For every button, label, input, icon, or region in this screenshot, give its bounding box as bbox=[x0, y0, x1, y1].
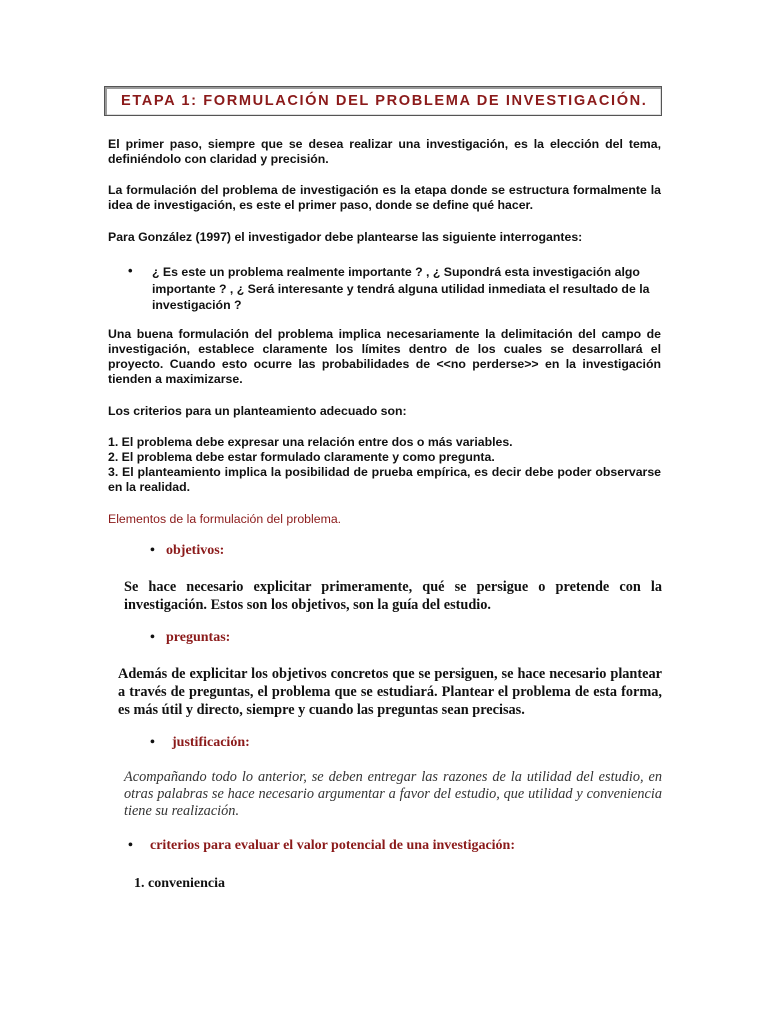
bullet-marker: • bbox=[128, 263, 133, 278]
bullet-marker: • bbox=[150, 735, 155, 750]
paragraph-objetivos: Se hace necesario explicitar primeramente, qué se persigue o pretende con la investigación. Estos son los objetivos, son la guía del estudio. bbox=[124, 579, 662, 613]
bullet-marker: • bbox=[150, 630, 155, 645]
element-heading-justificacion: justificación: bbox=[172, 735, 250, 750]
element-heading-preguntas: preguntas: bbox=[166, 630, 231, 645]
numbered-item-conveniencia: 1. conveniencia bbox=[134, 876, 225, 891]
title-box bbox=[104, 86, 662, 116]
paragraph-formulation: La formulación del problema de investigación es la etapa donde se estructura formalmente la idea de investigación, es este el primer paso, donde se define qué hacer. bbox=[108, 183, 661, 212]
bullet-marker: • bbox=[150, 543, 155, 558]
bullet-questions: ¿ Es este un problema realmente importante ? , ¿ Supondrá esta investigación algo importante ? , ¿ Será interesante y tendrá alguna utilidad inmediata el resultado de la investigación ? bbox=[152, 265, 650, 312]
criteria-item: 3. El planteamiento implica la posibilidad de prueba empírica, es decir debe poder observarse en la realidad. bbox=[108, 465, 661, 494]
paragraph-criteria-intro: Los criterios para un planteamiento adecuado son: bbox=[108, 404, 407, 418]
paragraph-intro: El primer paso, siempre que se desea realizar una investigación, es la elección del tema, definiéndolo con claridad y precisión. bbox=[108, 137, 661, 166]
section-heading: Elementos de la formulación del problema. bbox=[108, 512, 342, 526]
paragraph-preguntas: Además de explicitar los objetivos concretos que se persiguen, se hace necesario plantear a través de preguntas, el problema que se estudiará. Plantear el problema de esta forma, es más útil y directo, siempre y cuando las preguntas sean precisas. bbox=[118, 666, 662, 718]
paragraph-delimitation: Una buena formulación del problema implica necesariamente la delimitación del campo de investigación, establece claramente los límites dentro de los cuales se desarrollará el proyecto. Cuando esto ocurre las probabilidades de <<no perderse>> en la investigación tienden a maximizarse. bbox=[108, 327, 661, 386]
criteria-item: 2. El problema debe estar formulado claramente y como pregunta. bbox=[108, 450, 495, 464]
bullet-marker: • bbox=[128, 838, 133, 853]
page-title: ETAPA 1: FORMULACIÓN DEL PROBLEMA DE INVESTIGACIÓN. bbox=[121, 93, 648, 109]
element-heading-objetivos: objetivos: bbox=[166, 543, 225, 558]
criteria-item: 1. El problema debe expresar una relación entre dos o más variables. bbox=[108, 435, 513, 449]
paragraph-justificacion: Acompañando todo lo anterior, se deben entregar las razones de la utilidad del estudio, en otras palabras se hace necesario argumentar a favor del estudio, que utilidad y conveniencia tiene su realización. bbox=[124, 769, 662, 819]
paragraph-gonzalez: Para González (1997) el investigador debe plantearse las siguiente interrogantes: bbox=[108, 230, 583, 244]
element-heading-criterios: criterios para evaluar el valor potencial de una investigación: bbox=[150, 838, 516, 853]
